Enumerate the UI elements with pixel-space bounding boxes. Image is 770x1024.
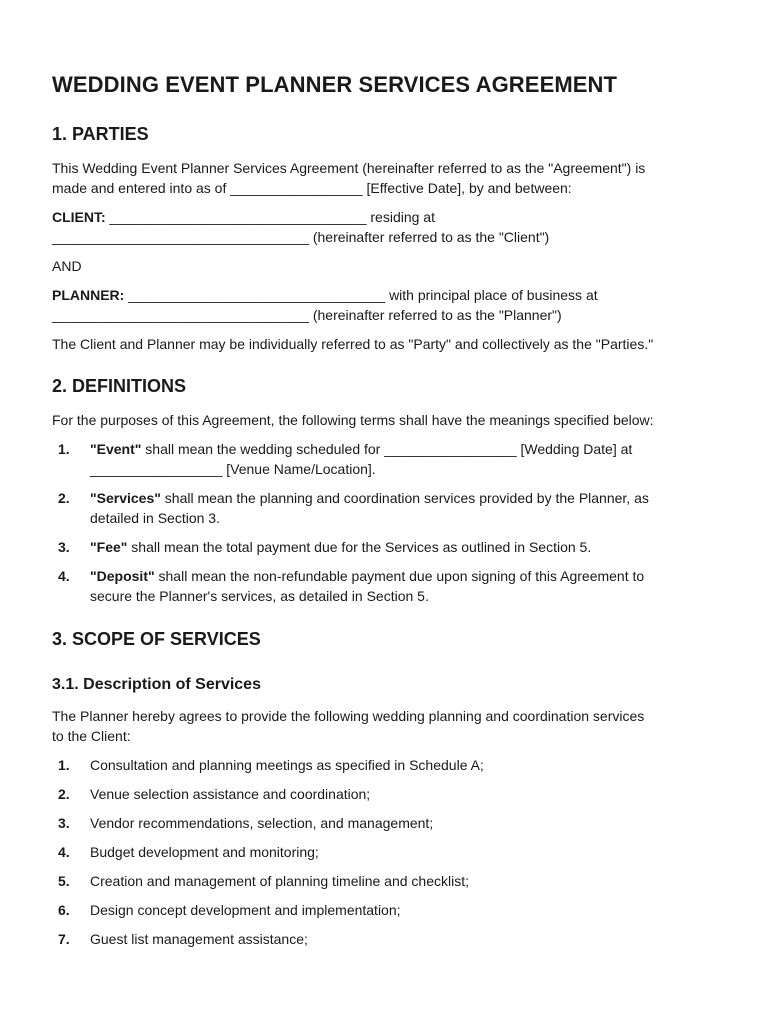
text-line: to the Client:	[52, 728, 131, 744]
defined-term: "Deposit"	[90, 568, 155, 584]
section-heading-scope: 3. SCOPE OF SERVICES	[52, 629, 261, 649]
list-number: 3.	[58, 815, 70, 831]
list-number: 6.	[58, 902, 70, 918]
item-line-2: detailed in Section 3.	[90, 510, 220, 526]
parties-closing: The Client and Planner may be individually referred to as "Party" and collectively as the "Parties."	[52, 336, 654, 352]
client-block	[52, 207, 718, 247]
list-item	[52, 784, 718, 804]
item-line	[90, 566, 718, 586]
client-label: CLIENT:	[52, 209, 106, 225]
scope-intro	[52, 706, 718, 746]
text-line: This Wedding Event Planner Services Agreement (hereinafter referred to as the "Agreement") is	[52, 160, 646, 176]
list-item	[52, 537, 718, 557]
text-line: The Planner hereby agrees to provide the following wedding planning and coordination services	[52, 708, 645, 724]
item-text: Creation and management of planning timeline and checklist;	[90, 873, 470, 889]
item-text: shall mean the non-refundable payment due upon signing of this Agreement to	[154, 568, 645, 584]
item-text: Venue selection assistance and coordination;	[90, 786, 371, 802]
text-line: made and entered into as of _________________ [Effective Date], by and between:	[52, 180, 572, 196]
defined-term: "Event"	[90, 441, 142, 457]
list-item	[52, 900, 718, 920]
item-text: Budget development and monitoring;	[90, 844, 319, 860]
list-number: 4.	[58, 844, 70, 860]
planner-line-2: _________________________________ (hereinafter referred to as the "Planner")	[52, 307, 562, 323]
list-item	[52, 871, 718, 891]
list-number: 7.	[58, 931, 70, 947]
list-item	[52, 813, 718, 833]
list-item	[52, 566, 718, 606]
services-list	[52, 755, 718, 949]
list-number: 4.	[58, 568, 70, 584]
item-line	[90, 439, 718, 459]
parties-intro	[52, 158, 718, 198]
definitions-intro: For the purposes of this Agreement, the following terms shall have the meanings specified below:	[52, 412, 654, 428]
defined-term: "Services"	[90, 490, 161, 506]
planner-line	[52, 285, 718, 305]
planner-text: _________________________________ with principal place of business at	[124, 287, 598, 303]
defined-term: "Fee"	[90, 539, 128, 555]
item-text: Design concept development and implementation;	[90, 902, 401, 918]
list-number: 1.	[58, 757, 70, 773]
planner-label: PLANNER:	[52, 287, 125, 303]
item-text: Vendor recommendations, selection, and management;	[90, 815, 434, 831]
subsection-heading: 3.1. Description of Services	[52, 676, 261, 693]
item-text: shall mean the wedding scheduled for _________________ [Wedding Date] at	[141, 441, 633, 457]
list-item	[52, 842, 718, 862]
definitions-list	[52, 439, 718, 606]
list-item	[52, 755, 718, 775]
item-text: Consultation and planning meetings as specified in Schedule A;	[90, 757, 484, 773]
list-item	[52, 488, 718, 528]
item-text: Guest list management assistance;	[90, 931, 308, 947]
item-line-2: secure the Planner's services, as detailed in Section 5.	[90, 588, 429, 604]
list-number: 2.	[58, 786, 70, 802]
list-number: 5.	[58, 873, 70, 889]
planner-block	[52, 285, 718, 325]
list-number: 2.	[58, 490, 70, 506]
list-item	[52, 439, 718, 479]
item-line	[90, 537, 718, 557]
item-text: shall mean the planning and coordination services provided by the Planner, as	[160, 490, 649, 506]
item-line-2: _________________ [Venue Name/Location].	[90, 461, 376, 477]
and-text: AND	[52, 258, 82, 274]
section-heading-definitions: 2. DEFINITIONS	[52, 376, 187, 396]
section-heading-parties: 1. PARTIES	[52, 124, 149, 144]
list-item	[52, 929, 718, 949]
document-title: WEDDING EVENT PLANNER SERVICES AGREEMENT	[52, 72, 618, 97]
client-text: _________________________________ residing at	[105, 209, 435, 225]
client-line	[52, 207, 718, 227]
item-text: shall mean the total payment due for the Services as outlined in Section 5.	[127, 539, 592, 555]
list-number: 1.	[58, 441, 70, 457]
item-line	[90, 488, 718, 508]
client-line-2: _________________________________ (hereinafter referred to as the "Client")	[52, 229, 550, 245]
list-number: 3.	[58, 539, 70, 555]
